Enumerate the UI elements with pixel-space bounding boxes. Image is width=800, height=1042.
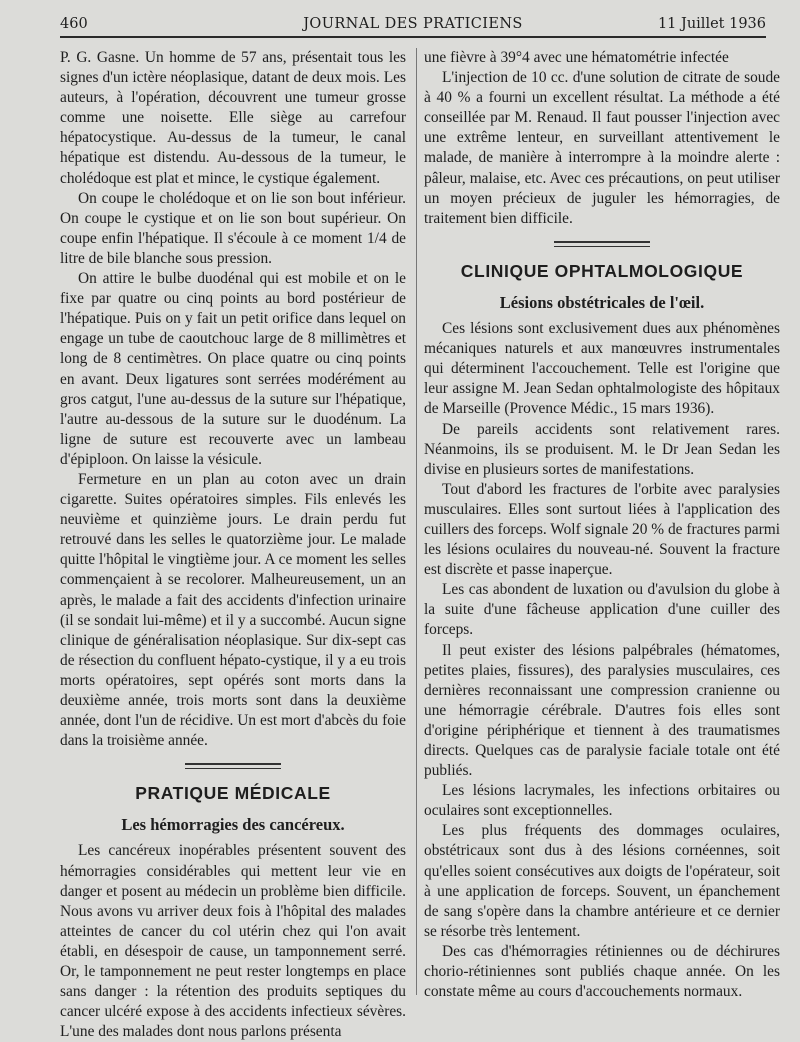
header-rule [60, 36, 766, 38]
paragraph: Les cas abondent de luxation ou d'avulsion du globe à la suite d'une fâcheuse application d'une cuiller des forceps. [424, 581, 780, 639]
paragraph: Les cancéreux inopérables présentent souvent des hémorragies considérables qui mettent leur vie en danger et posent au médecin un problème bien difficile. Nous avons vu arriver deux fois à l'hôpital des malades atteintes de cancer du col utérin chez qui l'on avait établi, en désespoir de cause, un tamponnement serré. Or, le tamponnement ne peut rester longtemps en place sans danger : la rétention des produits septiques du cancer ulcéré expose à des accidents infectieux sévères. L'une des malades dont nous parlons présenta [60, 842, 406, 1041]
paragraph: Tout d'abord les fractures de l'orbite avec paralysies musculaires. Elles sont surtout liées à l'application des cuillers des forceps. Wolf signale 20 % de fractures parmi les lésions oculaires du nouveau-né. Souvent la fracture est discrète et passe inaperçue. [424, 480, 780, 579]
right-column [424, 48, 780, 1001]
page-number: 460 [60, 16, 88, 32]
paragraph: On coupe le cholédoque et on lie son bout inférieur. On coupe le cystique et on lie son bout supérieur. On coupe enfin l'hépatique. Il s'écoule à ce moment 1/4 de litre de bile blanche sous pression. [60, 189, 406, 267]
paragraph: Ces lésions sont exclusivement dues aux phénomènes mécaniques naturels et aux manœuvres instrumentales qui déterminent l'accouchement. Telle est l'origine que leur assigne M. Jean Sedan ophtalmologiste des hôpitaux de Marseille (Provence Médic., 15 mars 1936). [424, 320, 780, 418]
issue-date: 11 Juillet 1936 [657, 16, 766, 32]
section-divider [185, 763, 281, 769]
paragraph: Les lésions lacrymales, les infections orbitaires ou oculaires sont exceptionnelles. [424, 782, 780, 820]
paragraph: De pareils accidents sont relativement rares. Néanmoins, ils se produisent. M. le Dr Jean Sedan les divise en plusieurs sortes de manifestations. [424, 420, 780, 478]
section-divider [554, 241, 650, 247]
section-title-clinique-ophtalmologique: CLINIQUE OPHTALMOLOGIQUE [460, 260, 744, 281]
paragraph: P. G. Gasne. Un homme de 57 ans, présentait tous les signes d'un ictère néoplasique, datant de deux mois. Les auteurs, à l'opération, découvrent une tumeur grosse comme une noisette. Elle siège au carrefour hépatocystique. Au-dessus de la tumeur, le canal hépatique est distendu. Au-dessous de la tumeur, le cholédoque est plat et mince, le cystique également. [60, 49, 406, 187]
column-divider [416, 48, 417, 995]
paragraph: Fermeture en un plan au coton avec un drain cigarette. Suites opératoires simples. Fils enlevés les neuvième et quinzième jours. Le drain perdu fut retrouvé dans les selles le quatorzième jour. Le malade quitte l'hôpital le vingtième jour. A ce moment les selles commençaient à se recolorer. Malheureusement, un an après, le malade a fait des accidents d'infection urinaire (il se sondait lui-même) et il y a succombé. Aucun signe clinique de généralisation néoplasique. Sur dix-sept cas de résection du confluent hépato-cystique, il y a eu trois morts opératoires, sept opérés sont morts dans la deuxième année, trois morts sont dans la deuxième année, dont l'un de récidive. Un est mort d'abcès du foie dans la troisième année. [60, 470, 406, 750]
article-title-lesions-obstetricales: Lésions obstétricales de l'œil. [499, 292, 705, 312]
journal-title: JOURNAL DES PRATICIENS [303, 16, 523, 32]
running-header [60, 12, 766, 38]
left-column [60, 48, 406, 1041]
paragraph: une fièvre à 39°4 avec une hématométrie infectée [424, 49, 729, 66]
paragraph: On attire le bulbe duodénal qui est mobile et on le fixe par quatre ou cinq points au bord postérieur de l'hépatique. Puis on y fait un petit orifice dans lequel on engage un tube de caoutchouc large de 8 millimètres et long de 8 centimètres. On place quatre ou cinq points en avant. Deux ligatures sont serrées modérément au gros catgut, l'une au-dessus de la suture sur l'hépatique, l'autre au-dessous de la suture sur le duodénum. La ligne de suture est recouverte avec un lambeau d'épiploon. On laisse la vésicule. [60, 270, 406, 468]
paragraph: Des cas d'hémorragies rétiniennes ou de déchirures chorio-rétiniennes sont publiés chaque année. On les constate même au cours d'accouchements normaux. [424, 942, 780, 1001]
section-title-pratique-medicale: PRATIQUE MÉDICALE [135, 783, 331, 804]
article-title-hemorragies: Les hémorragies des cancéreux. [121, 815, 345, 835]
paragraph: L'injection de 10 cc. d'une solution de citrate de soude à 40 % a fourni un excellent résultat. La méthode a été conseillée par M. Renaud. Il faut pousser l'injection avec une extrême lenteur, en surveillant attentivement le malade, de manière à interrompre à la moindre alerte : pâleur, malaise, etc. Avec ces précautions, on peut utiliser un moyen précieux de juguler les hémorragies, de traitement bien difficile. [424, 69, 780, 227]
paragraph: Il peut exister des lésions palpébrales (hématomes, petites plaies, fissures), des paralysies musculaires, ces dernières reconnaissant une compression cranienne ou une hémorragie cérébrale. D'autres fois elles sont d'origine périphérique et tiennent à des traumatismes directs. Quelques cas de paralysie faciale totale ont été publiés. [424, 641, 780, 780]
paragraph: Les plus fréquents des dommages oculaires, obstétricaux sont dus à des lésions cornéennes, soit qu'elles soient consécutives aux doigts de l'opérateur, soit à une application de forceps. Souvent, un épanchement de sang s'opère dans la chambre antérieure et ce dernier se résorbe très lentement. [424, 822, 780, 940]
